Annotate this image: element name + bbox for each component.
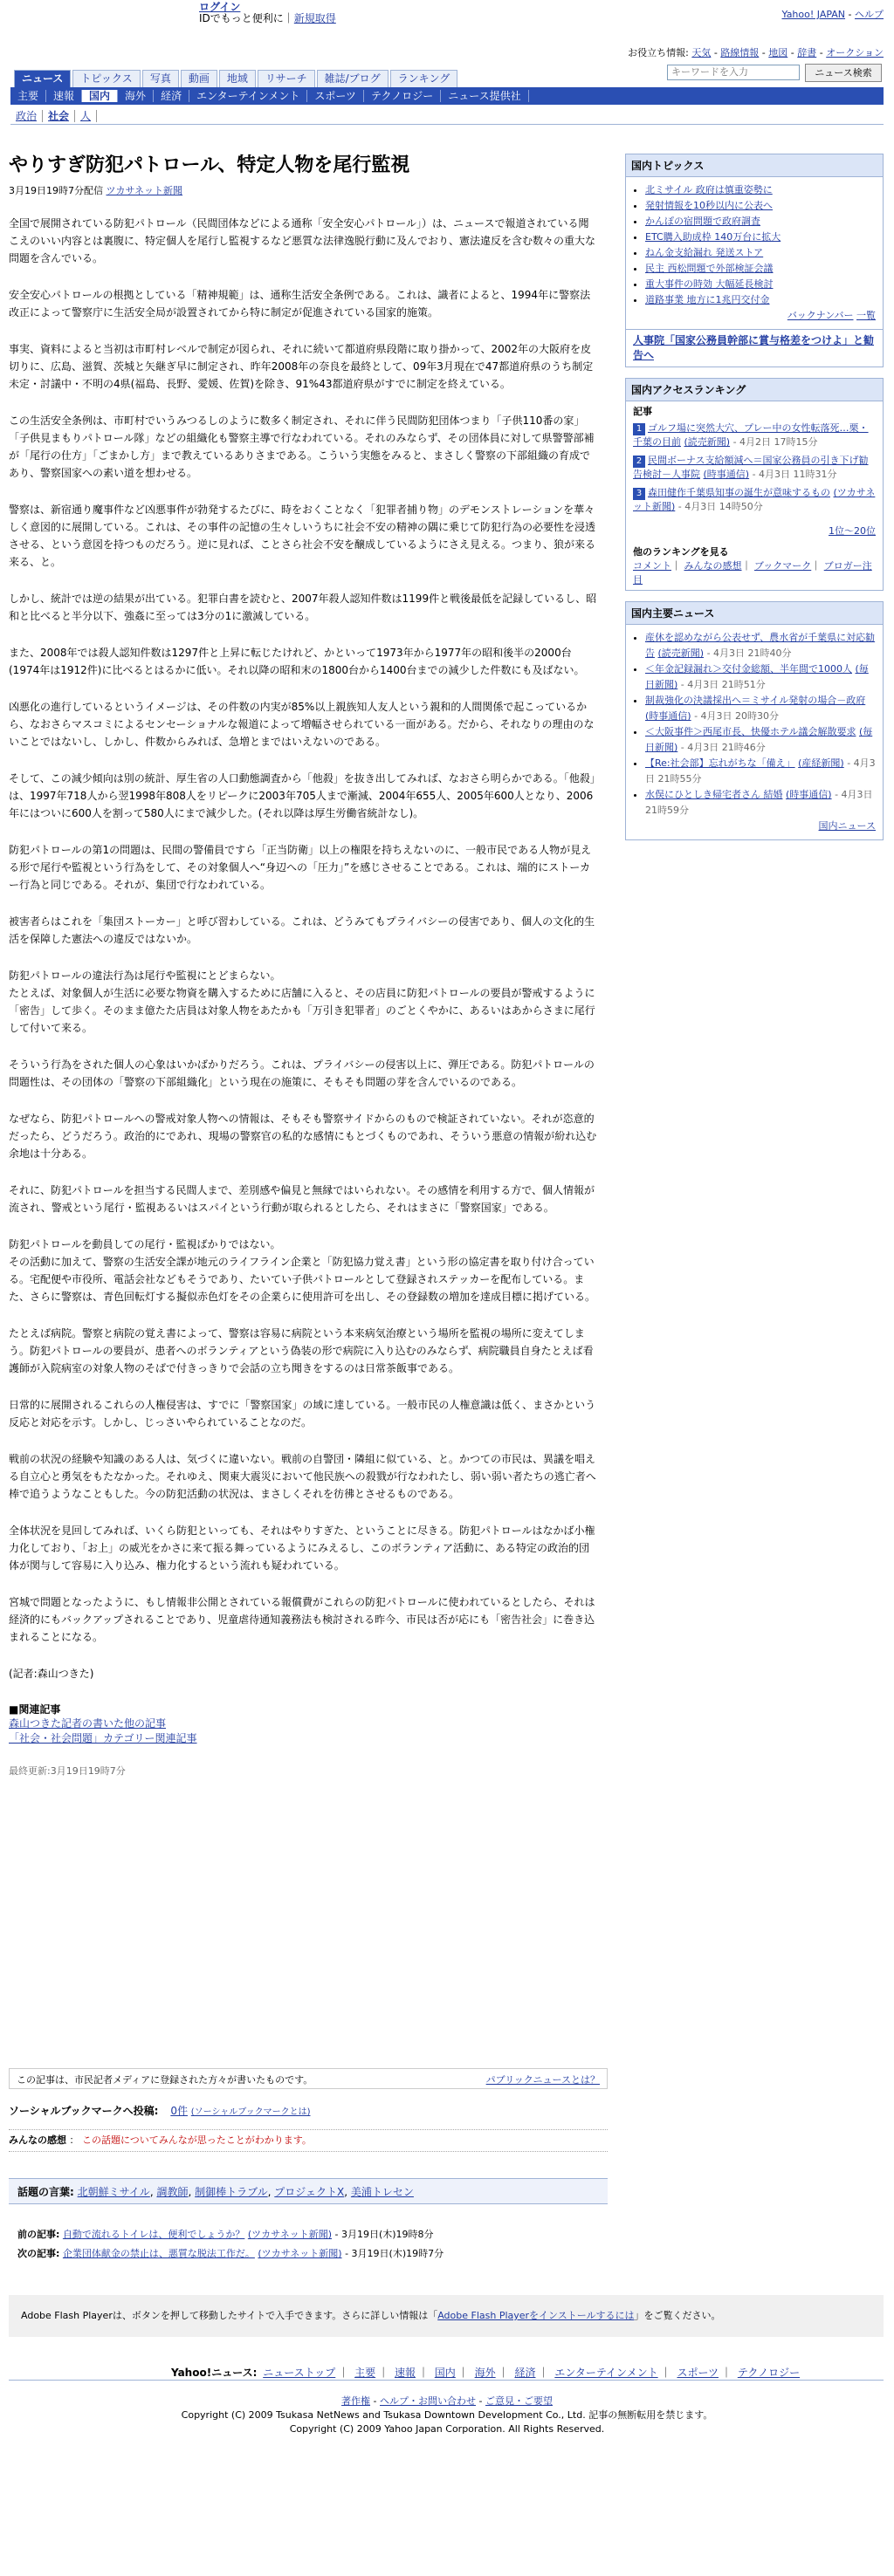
other-ranking-link[interactable]: ブロガー注目	[633, 560, 872, 586]
main-news-date: - 4月3日 21時46分	[680, 742, 766, 753]
yahoo-japan-link[interactable]: Yahoo! JAPAN	[781, 9, 846, 20]
article	[9, 154, 599, 1778]
feelings-bar: みんなの感想 ： この話題についてみんなが思ったことがわかります。	[9, 2129, 608, 2152]
subnav-domestic[interactable]: 国内	[82, 90, 118, 102]
other-rankings: 他のランキングを見る コメント｜ みんなの感想｜ ブックマーク｜ ブロガー注目	[626, 541, 883, 590]
ranking-more-link[interactable]: 1位～20位	[829, 525, 876, 537]
main-news-item	[645, 693, 876, 724]
subnav-providers[interactable]: ニュース提供社	[441, 90, 528, 102]
main-news-source[interactable]: (読売新聞)	[657, 647, 705, 659]
recommended-weather[interactable]: 天気	[691, 47, 712, 58]
topic-word[interactable]: 美浦トレセン	[350, 2186, 414, 2198]
feel-label[interactable]: みんなの感想	[9, 2134, 66, 2146]
rank-date: - 4月2日 17時15分	[732, 436, 818, 448]
note-text: この記事は、市民記者メディアに登録された方々が書いたものです。	[17, 2074, 313, 2086]
main-news-source[interactable]: (時事通信)	[786, 789, 832, 800]
prev-article-date: - 3月19日(木)19時8分	[334, 2229, 434, 2240]
main-news-date: - 4月3日 20時30分	[694, 710, 780, 722]
main-news-source[interactable]: (毎日新聞)	[645, 726, 873, 753]
subnav-sports[interactable]: スポーツ	[307, 90, 364, 102]
prev-next	[17, 2225, 444, 2264]
recommended-map[interactable]: 地図	[768, 47, 788, 58]
tab-local[interactable]: 地域	[219, 70, 256, 88]
search-button[interactable]: ニュース検索	[805, 64, 882, 82]
next-article-date: - 3月19日(木)19時7分	[345, 2248, 444, 2259]
rank-source[interactable]: (ツカサネット新聞)	[633, 487, 876, 512]
login-link[interactable]: ログイン	[199, 1, 241, 13]
ranking-item	[633, 421, 876, 449]
article-paragraph: そして、この減少傾向は別の統計、厚生省の人口動態調査から「他殺」を抜き出してみれば、なおさら明らかである。「他殺」は、1997年718人から翌1998年808人をリピークに2003年705人まで漸減、2004年655人、2005年600人となり、2006年にはついに600人を割って580人にまで減少した。(それ以降は厚生労働省統計なし)。	[9, 772, 595, 819]
article-paragraph: 被害者らはこれを「集団ストーカー」と呼び習わしている。これは、どうみてもプライバシーの侵害であり、個人の文化的生活を保障した憲法への違反ではないか。	[9, 915, 595, 945]
prev-article	[17, 2225, 444, 2244]
rank-title-link[interactable]: 森田健作千葉県知事の誕生が意味するもの	[648, 487, 830, 498]
article-paragraph: それに、防犯パトロールを担当する民間人まで、差別感や偏見と無縁ではいられない。その感情を利用する方で、個人情報が流され、警戒という尾行・監視あるいはスパイという行動が取られるとしたら、それはまさに「警察国家」である。	[9, 1184, 595, 1214]
topics-list-link[interactable]: 一覧	[856, 310, 876, 321]
login-area: ログイン IDでもっと便利に｜新規取得	[199, 1, 336, 24]
article-paragraph: 全国で展開されている防犯パトロール（民間団体などによる通称「安全安心パトロール」）は、ニュースで報道されている聞こえのいい内容とは裏腹に、特定個人を尾行し監視するなど悪質な法律逸脱行動に及んでおり、憲法違反を含む数々の重大な問題を含んでいる。	[9, 217, 596, 264]
recommended-links: お役立ち情報: 天気 - 路線情報 - 地図 - 辞書 - オークション	[628, 47, 884, 58]
main-tabs	[14, 70, 457, 87]
social-count[interactable]: 0件	[170, 2105, 188, 2117]
other-rankings-label: 他のランキングを見る	[633, 546, 729, 558]
topic-word[interactable]: 制御棒トラブル	[195, 2186, 268, 2198]
other-ranking-link[interactable]: みんなの感想	[684, 560, 742, 572]
article-paragraph: 防犯パトロールの違法行為は尾行や監視にとどまらない。 たとえば、対象個人が生活に必要な物資を購入するために店舗に入ると、その店員に防犯パトロールの要員が警戒するように「密告」して歩く。そのまま億たた店員は対象人物をあたかも「万引き犯罪者」のごとくやかに、あるいはあからさまに尾行して付いて来る。	[9, 969, 595, 1034]
prev-article-link[interactable]: 自動で流れるトイレは、便利でしょうか？	[62, 2229, 245, 2240]
main-news-item	[645, 787, 876, 819]
subnav2-people[interactable]: 人	[75, 110, 97, 122]
yahoo-news-logo[interactable]	[14, 3, 178, 28]
article-paragraph: 全体状況を見回してみれば、いくら防犯といっても、それはやりすぎた、ということに尽きる。防犯パトロールはなかば小権力化しており、「お上」の威光をかさに来て振る舞っているようにみえるし、このボランティア活動に、ある特定の政治的団体が関与して容易に入り込み、権力化するという流れも疑われている。	[9, 1524, 595, 1572]
main-news-title: 国内主要ニュース	[626, 602, 883, 625]
topic-link[interactable]: 民主 西松問題で外部検証会議	[645, 263, 774, 274]
social-label: ソーシャルブックマークへ投稿:	[9, 2105, 159, 2117]
main-news-date: - 4月3日 21時55分	[645, 757, 876, 784]
article-paragraph: (記者:森山つきた)	[9, 1668, 94, 1680]
ranking-title: 国内アクセスランキング	[626, 379, 883, 401]
article-paragraph: しかし、統計では逆の結果が出ている。犯罪白書を読むと、2007年殺人認知件数は1199件と戦後最低を記録しているし、昭和と比べると半分以下、強姦に至っては3分の1に激減している。	[9, 593, 597, 622]
login-text: IDでもっと便利に	[199, 12, 284, 24]
article-paragraph: 凶悪化の進行しているというイメージは、その件数の内実が85%以上親族知人友人という親和的人間関係で起こっているから、なおさらマスコミによるセンセーショナルな報道によって増幅させられている一面がある。だから、それなりの理由のないことではないし、しかし、件数からみれば、急増とまではいえないのである。	[9, 701, 595, 748]
main-news-source[interactable]: (毎日新聞)	[645, 663, 869, 690]
footer-nav-item[interactable]: テクノロジー	[737, 2367, 801, 2379]
right-sidebar	[625, 154, 884, 851]
topic-link[interactable]: かんぽの宿問題で政府調査	[645, 216, 760, 227]
topics-backnumber-link[interactable]: バックナンバー	[787, 310, 854, 321]
subnav2-society[interactable]: 社会	[43, 110, 75, 122]
main-news-date: - 4月3日 21時40分	[706, 647, 792, 659]
feedback-link[interactable]: ご意見・ご要望	[485, 2395, 553, 2407]
main-news-link[interactable]: 水俣にひとしき帰宅者さん 結婚	[645, 789, 783, 800]
subnav-entertainment[interactable]: エンターテインメント	[189, 90, 307, 102]
rank-date: - 4月3日 11時31分	[752, 469, 837, 480]
related-link-category[interactable]: 「社会・社会問題」カテゴリー関連記事	[9, 1732, 197, 1744]
topic-word[interactable]: プロジェクトX	[274, 2186, 345, 2198]
prev-label: 前の記事:	[17, 2229, 60, 2240]
topic-words: 話題の言葉: 北朝鮮ミサイル, 調教師, 制御棒トラブル, プロジェクトX, 美浦トレセン	[9, 2178, 608, 2204]
related-heading: ■関連記事	[9, 1703, 61, 1716]
article-source-link[interactable]: ツカサネット新聞	[106, 185, 183, 196]
copyright: 著作権 - ヘルプ・お問い合わせ - ご意見・ご要望 Copyright (C) 2009 Tsukasa NetNews and Tsukasa Downtown Development Co., Ltd. 記事の無断転用を禁じます。 Copyright (C) 2009 Yahoo Japan Corporation. All Rights Reserved.	[0, 2394, 894, 2436]
topic-link[interactable]: ねん金支給漏れ 発送ストア	[645, 247, 764, 258]
next-label: 次の記事:	[17, 2248, 60, 2259]
tab-videos[interactable]: 動画	[181, 70, 217, 88]
subnav-economy[interactable]: 経済	[154, 90, 189, 102]
main-news-item	[645, 724, 876, 756]
footer-nav-item[interactable]: 経済	[514, 2367, 536, 2379]
topic-link[interactable]: ETC購入助成枠 140万台に拡大	[645, 231, 781, 243]
rank-date: - 4月3日 14時50分	[677, 501, 763, 512]
main-news-more-link[interactable]: 国内ニュース	[818, 820, 876, 832]
main-news-item	[645, 630, 876, 661]
rank-number: 1	[633, 423, 645, 435]
main-news-link[interactable]: 【Re:社会部】忘れがちな「備え」	[645, 757, 795, 769]
rank-title-link[interactable]: ゴルフ場に突然大穴、プレー中の女性転落死…栗・千葉の目前	[633, 422, 869, 448]
sidebar-ad-link[interactable]: 人事院「国家公務員幹部に賞与格差をつけよ」と勧告へ	[626, 329, 883, 367]
article-paragraph: たとえば病院。警察と病院の覚え書によって、警察は容易に病院という本来病気治療という場所を監視の場所に変えてしまう。防犯パトロールの要員が、患者へのボランティアという偽装の形で病院に入り込むのみならず、病院職員自身たとえば看護師が入院病室の対象人物のそばで付きっきりで会話の立ち聞きをするのは日常茶飯事である。	[9, 1327, 594, 1374]
tab-news[interactable]: ニュース	[14, 70, 71, 88]
feel-text: この話題についてみんなが思ったことがわかります。	[82, 2134, 312, 2146]
main-news-date: - 4月3日 21時51分	[680, 679, 766, 690]
tab-ranking[interactable]: ランキング	[390, 70, 458, 88]
page-header	[0, 0, 894, 61]
footer-nav-label: Yahoo!ニュース:	[171, 2367, 258, 2379]
recommended-transit[interactable]: 路線情報	[720, 47, 760, 58]
footer-nav-item[interactable]: 国内	[434, 2367, 456, 2379]
main-news-source[interactable]: (時事通信)	[645, 710, 691, 722]
other-ranking-link[interactable]: ブックマーク	[754, 560, 812, 572]
recommended-auction[interactable]: オークション	[826, 47, 884, 58]
public-news-link[interactable]: パブリックニュースとは？	[485, 2074, 600, 2086]
flash-text-before: Adobe Flash Playerは、ボタンを押して移動したサイトで入手できます。さらに詳しい情報は「	[21, 2310, 438, 2321]
article-paragraph: 宮城で問題となったように、もし情報非公開とされている報償費がこれらの防犯パトロールに使われているとしたら、それは経済的にもバックアップされることであり、児童虐待通知義務法も検討される昨今、市民は否が応にも「密告社会」に巻き込まれることになる。	[9, 1596, 595, 1643]
tab-topics[interactable]: トピックス	[72, 70, 140, 88]
article-title: やりすぎ防犯パトロール、特定人物を尾行監視	[9, 154, 410, 176]
next-article-link[interactable]: 企業団体献金の禁止は、悪質な脱法工作だ。	[62, 2248, 255, 2259]
related-link-author[interactable]: 森山つきた記者の書いた他の記事	[9, 1717, 167, 1730]
topic-word[interactable]: 調教師	[156, 2186, 189, 2198]
subnav2	[10, 110, 97, 122]
main-news-box	[625, 601, 884, 840]
footer-nav-item[interactable]: ニューストップ	[263, 2367, 336, 2379]
related-links	[9, 1716, 599, 1746]
main-news-link[interactable]: ＜年金記録漏れ＞交付金総額、半年間で1000人	[645, 663, 852, 675]
copyright-line-provider: Copyright (C) 2009 Tsukasa NetNews and Tsukasa Downtown Development Co., Ltd. 記事の無断転用を禁じます。	[181, 2409, 713, 2421]
social-bookmark	[9, 2103, 310, 2118]
citizen-media-note	[9, 2068, 608, 2089]
topic-link[interactable]: 道路事業 地方に1兆円交付金	[645, 294, 770, 305]
copyright-link[interactable]: 著作権	[341, 2395, 371, 2407]
ranking-item	[633, 486, 876, 513]
article-body	[9, 215, 599, 1682]
ranking-item	[633, 454, 876, 481]
rank-number: 2	[633, 456, 645, 468]
tab-research[interactable]: リサーチ	[258, 70, 315, 88]
tab-magazine-blog[interactable]: 雑誌/ブログ	[317, 70, 389, 88]
prev-article-source[interactable]: (ツカサネット新聞)	[247, 2229, 333, 2240]
article-paragraph: 防犯パトロールを動員しての尾行・監視ばかりではない。 その活動に加えて、警察の生活安全課が地元のライフライン企業と「防犯協力覚え書」という形の協定書を取り付け合っている。宅配便や市役所、電話会社などもそうであり、たいてい子供パトロールとして登録されステッカーを配布している。また、さらに警察は、青色回転灯する擬似赤色灯をその企業らに使用許可を出し、その登録数の増加を達成目標に掲げている。	[9, 1238, 596, 1303]
article-paragraph: 安全安心パトロールの根拠としている「精神規範」は、通称生活安全条例である。これは、識者によると、1994年に警察法改正によって警察庁に生活安全局が設置されてから特に制定が促進されている国家的施策。	[9, 289, 591, 319]
rank-source[interactable]: (時事通信)	[703, 469, 750, 480]
flash-install-link[interactable]: Adobe Flash Playerをインストールするには	[437, 2310, 635, 2321]
ranking-subtitle: 記事	[633, 406, 652, 417]
footer-nav-item[interactable]: エンターテインメント	[554, 2367, 658, 2379]
article-paragraph: この生活安全条例は、市町村でいうみつるしのように数多く制定され、それに伴う民間防犯団体つまり「子供110番の家」「子供見まもりパトロール隊」などの組織化も警察主導で行なわれている。それのみならず、その団体員に対して県警警部補が「尾行の仕方」「ごまかし方」まで教えているありさまである。こういう実態をみると、まさしく警察の下部組織の育成であり、警察国家への素い道を想わせる。	[9, 414, 595, 479]
search-input[interactable]	[667, 65, 800, 80]
article-paragraph: 事実、資料によると当初は市町村レベルで制定が図られ、それに続いて都道府県段階に取り掛かって、2002年の大阪府を皮切りに、広島、滋賀、茨城と矢継ぎ早に制定され、昨年2008年の奈良を最終として、09年3月現在で47都道府県のうち制定未定・討議中・不明の4県(福島、長野、愛媛、佐賀)を除き、91%43都道府県がすでに制定を終えている。	[9, 343, 594, 390]
next-article-source[interactable]: (ツカサネット新聞)	[258, 2248, 342, 2259]
article-paragraph: なぜなら、防犯パトロールへの警戒対象人物への情報は、そもそも警察サイドからのもので検証されていない。それが恣意的だったら、どうだろう。政治的にであれ、現場の警察官の私的な感情にもとづくものであれ、そういう悪意の情報が紛れ込む余地は十分ある。	[9, 1113, 597, 1160]
topics-label: 話題の言葉:	[17, 2186, 74, 2198]
topic-link[interactable]: 北ミサイル 政府は慎重姿勢に	[645, 184, 773, 195]
flash-notice	[9, 2295, 884, 2337]
main-news-item	[645, 661, 876, 693]
flash-text-after: 」をご覧ください。	[634, 2310, 721, 2321]
access-ranking-box	[625, 378, 884, 591]
rank-title-link[interactable]: 民間ボーナス支給額減へ＝国家公務員の引き下げ勧告検討－人事院	[633, 455, 869, 480]
main-news-item	[645, 756, 876, 787]
help-contact-link[interactable]: ヘルプ・お問い合わせ	[380, 2395, 476, 2407]
article-date: 3月19日19時7分配信	[9, 185, 103, 196]
article-meta	[9, 183, 599, 197]
topic-link[interactable]: 発射情報を10秒以内に公表へ	[645, 200, 773, 211]
main-news-link[interactable]: 制裁強化の決議採出へ＝ミサイル発射の場合－政府	[645, 695, 866, 706]
domestic-topics-title: 国内トピックス	[626, 154, 883, 177]
subnav	[10, 90, 529, 102]
footer-nav-item[interactable]: 海外	[474, 2367, 496, 2379]
rank-source[interactable]: (読売新聞)	[684, 436, 731, 448]
other-ranking-link[interactable]: コメント	[633, 560, 671, 572]
subnav-breaking[interactable]: 速報	[46, 90, 82, 102]
footer-nav-item[interactable]: スポーツ	[677, 2367, 719, 2379]
domestic-topics-box	[625, 154, 884, 367]
main-news-source[interactable]: (産経新聞)	[798, 757, 844, 769]
next-article	[17, 2244, 444, 2264]
register-link[interactable]: 新規取得	[293, 12, 336, 24]
recommended-dictionary[interactable]: 辞書	[797, 47, 817, 58]
social-about-link[interactable]: (ソーシャルブックマークとは)	[190, 2107, 311, 2117]
article-paragraph: 日常的に展開されるこれらの人権侵害は、すでに「警察国家」の域に達している。一般市民の人権意識は低く、まさかという反応と対応を示す。しかし、じっさいやられていることなのだ。	[9, 1399, 596, 1428]
article-paragraph: 防犯パトロールの第1の問題は、民間の警備員ですら「正当防衛」以上の権限を持ちえないのに、一般市民である人物が見える形で尾行や監視という行為をして、その対象個人へ“身辺への「圧力」”を感じさせることである。これは、端的にストーカー行為と同じである。それが、集団で行なわれている。	[9, 844, 592, 891]
article-paragraph: 戦前の状況の経験や知識のある人は、気づくに違いない。戦前の自警団・隣組に似ている、と。かつての市民は、異議を唱える自立心と勇気をもたなかった。それゆえ、関東大震災において他民族への殺戮が行なわれたし、弱い弱い者たちの逃亡者へ棒で追うようなこともした。今の防犯活動の状況は、まさしくそれを彷彿とさせるものである。	[9, 1453, 596, 1500]
copyright-line-yahoo: Copyright (C) 2009 Yahoo Japan Corporation. All Rights Reserved.	[289, 2423, 605, 2435]
subnav-technology[interactable]: テクノロジー	[364, 90, 441, 102]
subnav2-politics[interactable]: 政治	[10, 110, 43, 122]
article-paragraph: 警察は、新宿通り魔事件など凶悪事件が勃発するたびに、時をおくことなく「犯罪者捕り物」のデモンストレーションを華々しく意図的に展開している。これは、その事件の記憶の生々しいうちに社会不安の精神の隅に乗じて防犯行為の必要性を浸透させる、という意図を持つものだろう。逆に見れば、ことさら社会不安を醸成しているようにさえ見える。つまり、狼が来る来る、と。	[9, 504, 596, 568]
article-paragraph: また、2008年では殺人認知件数は1297件と上昇に転じたけれど、かといって1973年から1977年の昭和後半の2000台(1974年は1912件)に比べるとはるかに低い。それ以降の昭和末の1800台から1400台までの減少した件数にも及ばない。	[9, 647, 585, 676]
topic-word[interactable]: 北朝鮮ミサイル	[77, 2186, 150, 2198]
top-right-links: Yahoo! JAPAN - ヘルプ	[781, 9, 884, 20]
article-paragraph: そういう行為をされた個人の心象はいかばかりだろう。これは、プライバシーの侵害以上に、弾圧である。防犯パトロールの問題性は、その団体の「警察の下部組織化」という現在の施策に、そもそも問題の芽を含んでいるのである。	[9, 1058, 595, 1088]
footer-nav-item[interactable]: 速報	[394, 2367, 416, 2379]
footer-nav: Yahoo!ニュース: ニューストップ ｜ 主要 ｜ 速報 ｜ 国内 ｜ 海外 ｜ 経済 ｜ エンターテインメント ｜ スポーツ ｜ テクノロジー	[171, 2365, 802, 2380]
recommended-label: お役立ち情報:	[628, 47, 689, 58]
main-news-date: - 4月3日 21時59分	[645, 789, 873, 816]
footer-divider	[9, 2380, 884, 2381]
footer-nav-item[interactable]: 主要	[354, 2367, 376, 2379]
topic-link[interactable]: 重大事件の時効 大幅延長検討	[645, 278, 774, 290]
help-link[interactable]: ヘルプ	[855, 9, 884, 20]
main-news-link[interactable]: ＜大阪事件＞西尾市長、快優ホテル議会解散要求	[645, 726, 856, 737]
tab-photos[interactable]: 写真	[142, 70, 179, 88]
rank-number: 3	[633, 488, 645, 500]
subnav-world[interactable]: 海外	[118, 90, 154, 102]
last-updated: 最終更新:3月19日19時7分	[9, 1765, 126, 1777]
subnav2-bar	[10, 106, 884, 125]
subnav-main[interactable]: 主要	[10, 90, 46, 102]
main-news-link[interactable]: 産休を認めながら公表せず、農水省が千葉県に対応勧告	[645, 632, 876, 659]
